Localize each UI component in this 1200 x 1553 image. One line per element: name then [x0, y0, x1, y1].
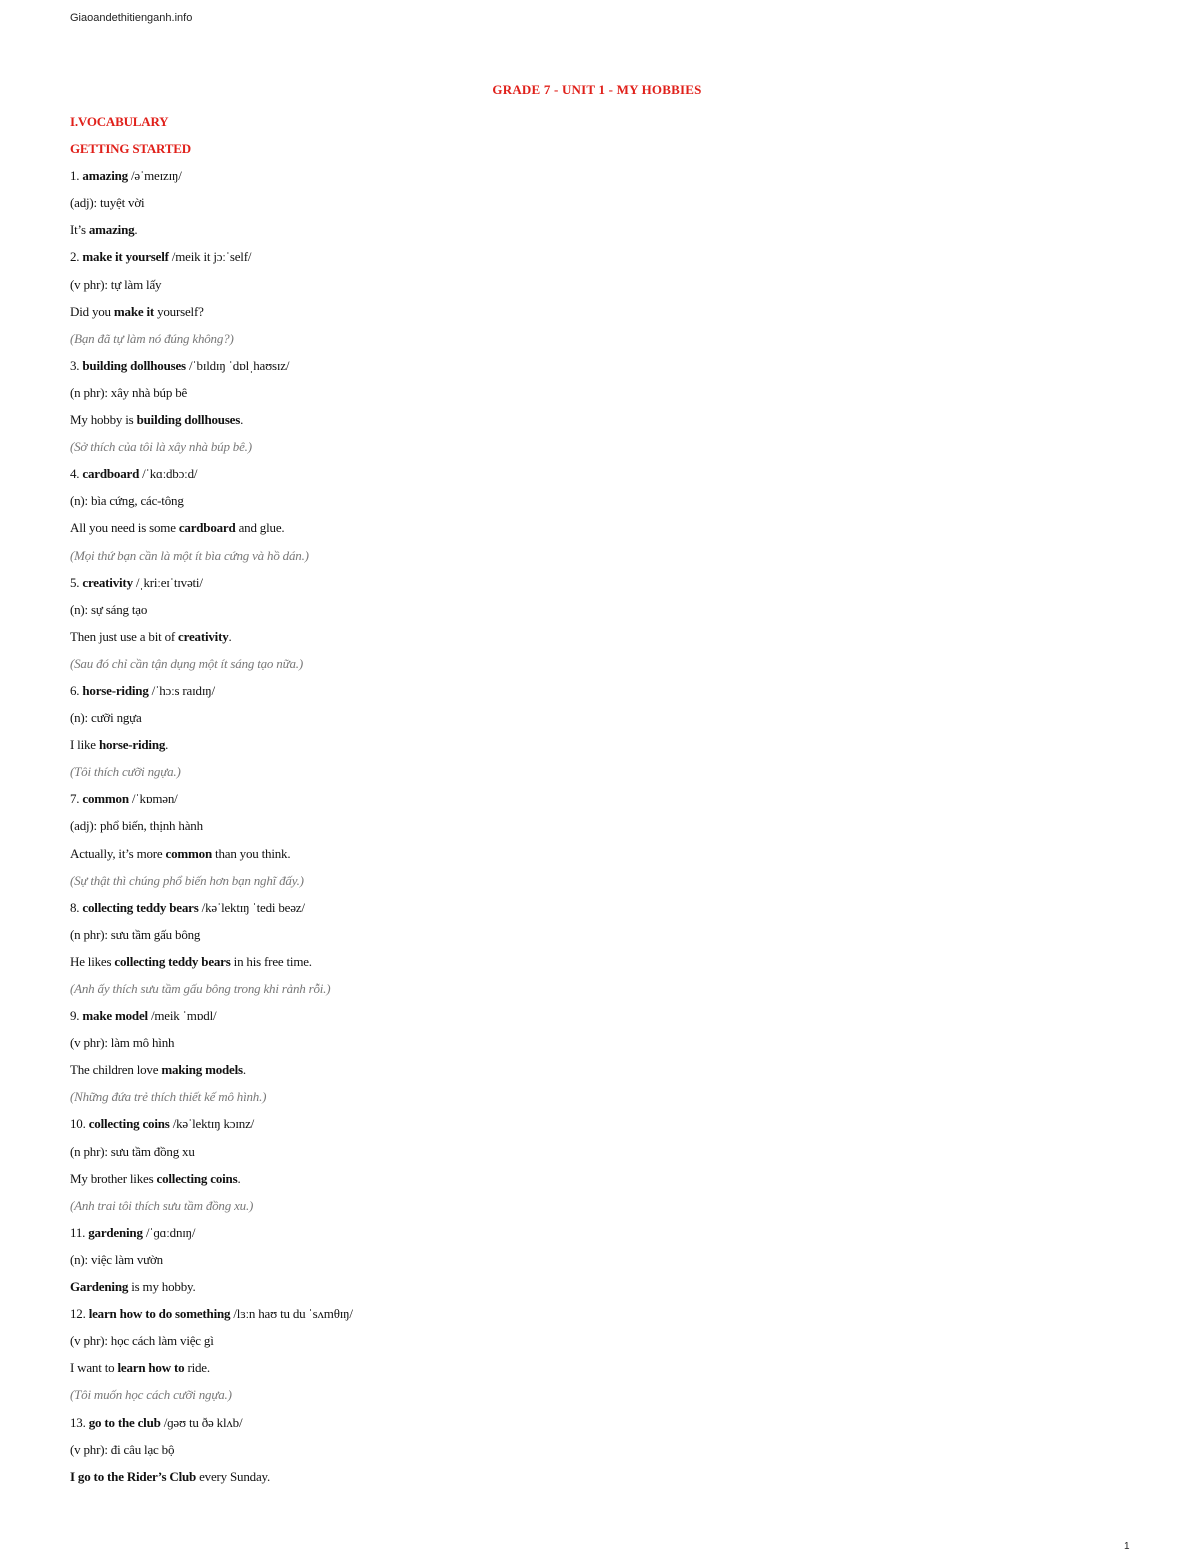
page-number: 1 [1124, 1541, 1130, 1552]
vocab-ipa: /ˈkɑːdbɔːd/ [139, 466, 198, 482]
vocab-example [70, 406, 1130, 433]
example-text: than you think. [212, 845, 291, 861]
example-keyword: creativity [178, 628, 229, 644]
vocab-word: collecting coins [88, 1116, 170, 1132]
example-text: in his free time. [230, 953, 312, 969]
example-text: . [240, 412, 244, 428]
vocab-ipa: /ˈkɒmən/ [128, 791, 178, 807]
vocab-definition: (v phr): học cách làm việc gì [70, 1333, 214, 1349]
vocab-number: 3. [70, 357, 83, 373]
header-site-name: Giaoandethitienganh.info [70, 12, 193, 24]
example-text: I like [70, 737, 99, 753]
vocab-definition: (v phr): đi câu lạc bộ [70, 1441, 175, 1457]
example-keyword: I go to the Rider’s Club [70, 1468, 197, 1484]
vocab-word: make model [82, 1008, 148, 1024]
vocab-number: 11. [70, 1224, 89, 1240]
document-body [70, 108, 1130, 1490]
vocab-definition: (n phr): sưu tầm gấu bông [70, 926, 201, 942]
example-text: Did you [70, 303, 114, 319]
vocab-example [70, 514, 1130, 541]
vocab-number: 13. [70, 1414, 89, 1430]
vocab-example [70, 1354, 1130, 1381]
example-text: and glue. [235, 520, 285, 536]
vocab-headword-line [70, 677, 1130, 704]
vocab-definition: (n): sự sáng tạo [70, 601, 148, 617]
example-text: Then just use a bit of [70, 628, 179, 644]
vocab-ipa: /əˈmeɪzɪŋ/ [127, 168, 182, 184]
example-text: I want to [70, 1360, 118, 1376]
vocab-definition: (n phr): xây nhà búp bê [70, 384, 188, 400]
example-text: All you need is some [70, 520, 179, 536]
example-text: It’s [70, 222, 89, 238]
section-heading-getting-started: GETTING STARTED [70, 141, 191, 157]
vocab-translation: (Sự thật thì chúng phổ biến hơn bạn nghĩ đấy.) [70, 872, 304, 888]
vocab-translation: (Tôi muốn học cách cưỡi ngựa.) [70, 1387, 232, 1403]
vocab-number: 10. [70, 1116, 89, 1132]
vocab-ipa: /ˈbɪldɪŋ ˈdɒlˌhaʊsɪz/ [185, 357, 290, 373]
vocab-ipa: /meik ˈmɒdl/ [147, 1008, 217, 1024]
vocab-word: go to the club [88, 1414, 161, 1430]
vocab-word: common [82, 791, 129, 807]
example-keyword: common [165, 845, 212, 861]
vocab-ipa: /ˈhɔːs raɪdɪŋ/ [148, 682, 215, 698]
example-text: ride. [184, 1360, 210, 1376]
example-text: . [134, 222, 138, 238]
vocabulary-list [70, 162, 1130, 1490]
example-text: . [237, 1170, 241, 1186]
example-keyword: collecting teddy bears [114, 953, 231, 969]
vocab-example [70, 1273, 1130, 1300]
vocab-ipa: /lɜːn haʊ tu du ˈsʌmθɪŋ/ [230, 1306, 353, 1322]
example-text: . [228, 628, 232, 644]
example-text: is my hobby. [128, 1279, 196, 1295]
vocab-number: 5. [70, 574, 83, 590]
vocab-definition: (adj): tuyệt vời [70, 195, 145, 211]
vocab-word: building dollhouses [82, 357, 186, 373]
example-keyword: collecting coins [156, 1170, 238, 1186]
vocab-ipa: /ɡəʊ tu ðə klʌb/ [160, 1414, 243, 1430]
example-text: every Sunday. [196, 1468, 271, 1484]
example-keyword: horse-riding [98, 737, 166, 753]
vocab-translation: (Anh trai tôi thích sưu tầm đồng xu.) [70, 1197, 254, 1213]
vocab-headword-line [70, 1219, 1130, 1246]
vocab-headword-line [70, 162, 1130, 189]
vocab-number: 12. [70, 1306, 89, 1322]
vocab-ipa: /meik it jɔːˈself/ [168, 249, 252, 265]
vocab-number: 8. [70, 899, 83, 915]
vocab-translation: (Tôi thích cưỡi ngựa.) [70, 764, 181, 780]
example-keyword: cardboard [178, 520, 236, 536]
example-keyword: learn how to [117, 1360, 185, 1376]
vocab-word: gardening [88, 1224, 143, 1240]
vocab-translation: (Sau đó chỉ cần tận dụng một ít sáng tạo nữa.) [70, 655, 303, 671]
vocab-number: 2. [70, 249, 83, 265]
example-text: yourself? [154, 303, 204, 319]
vocab-ipa: /kəˈlektɪŋ ˈtedi beəz/ [198, 899, 305, 915]
example-text: He likes [70, 953, 115, 969]
example-keyword: amazing [88, 222, 135, 238]
example-keyword: Gardening [70, 1279, 129, 1295]
vocab-translation: (Những đứa trẻ thích thiết kế mô hình.) [70, 1089, 267, 1105]
example-text: The children love [70, 1062, 162, 1078]
vocab-example [70, 216, 1130, 243]
vocab-word: cardboard [82, 466, 140, 482]
vocab-example [70, 1056, 1130, 1083]
vocab-number: 9. [70, 1008, 83, 1024]
vocab-word: creativity [82, 574, 133, 590]
vocab-example [70, 298, 1130, 325]
example-text: . [165, 737, 169, 753]
vocab-word: collecting teddy bears [82, 899, 199, 915]
vocab-definition: (n): việc làm vườn [70, 1251, 163, 1267]
vocab-definition: (n phr): sưu tầm đồng xu [70, 1143, 195, 1159]
vocab-translation: (Anh ấy thích sưu tầm gấu bông trong khi rảnh rỗi.) [70, 981, 331, 996]
vocab-headword-line [70, 894, 1130, 921]
example-text: My hobby is [70, 412, 137, 428]
vocab-definition: (v phr): tự làm lấy [70, 276, 162, 292]
example-keyword: making models [161, 1062, 243, 1078]
vocab-headword-line [70, 1110, 1130, 1137]
vocab-example [70, 623, 1130, 650]
example-keyword: building dollhouses [136, 412, 241, 428]
section-heading-vocabulary: I.VOCABULARY [70, 114, 169, 129]
vocab-example [70, 731, 1130, 758]
vocab-number: 1. [70, 168, 83, 184]
vocab-headword-line [70, 569, 1130, 596]
vocab-definition: (n): cưỡi ngựa [70, 710, 142, 726]
vocab-translation: (Sở thích của tôi là xây nhà búp bê.) [70, 439, 252, 455]
vocab-example [70, 1165, 1130, 1192]
vocab-translation: (Mọi thứ bạn cần là một ít bìa cứng và hồ dán.) [70, 547, 309, 563]
example-text: . [242, 1062, 246, 1078]
vocab-example [70, 948, 1130, 975]
vocab-definition: (v phr): làm mô hình [70, 1035, 175, 1051]
vocab-example [70, 1463, 1130, 1490]
vocab-word: horse-riding [82, 682, 149, 698]
vocab-word: make it yourself [82, 249, 169, 265]
example-keyword: make it [113, 303, 155, 319]
vocab-ipa: /kəˈlektɪŋ kɔɪnz/ [169, 1116, 255, 1132]
vocab-headword-line [70, 1300, 1130, 1327]
vocab-headword-line [70, 352, 1130, 379]
example-text: My brother likes [70, 1170, 157, 1186]
vocab-definition: (adj): phổ biến, thịnh hành [70, 818, 203, 834]
document-title: GRADE 7 - UNIT 1 - MY HOBBIES [492, 82, 702, 97]
vocab-ipa: /ˌkriːeɪˈtɪvəti/ [132, 574, 203, 590]
vocab-word: learn how to do something [88, 1306, 231, 1322]
vocab-number: 6. [70, 682, 83, 698]
vocab-word: amazing [82, 168, 128, 184]
vocab-number: 7. [70, 791, 83, 807]
example-text: Actually, it’s more [70, 845, 166, 861]
vocab-headword-line [70, 460, 1130, 487]
vocab-example [70, 840, 1130, 867]
vocab-headword-line [70, 1002, 1130, 1029]
vocab-ipa: /ˈɡɑːdnɪŋ/ [142, 1224, 196, 1240]
vocab-translation: (Bạn đã tự làm nó đúng không?) [70, 330, 234, 346]
vocab-headword-line [70, 785, 1130, 812]
vocab-headword-line [70, 243, 1130, 270]
vocab-number: 4. [70, 466, 83, 482]
vocab-definition: (n): bìa cứng, các-tông [70, 493, 184, 509]
vocab-headword-line [70, 1409, 1130, 1436]
